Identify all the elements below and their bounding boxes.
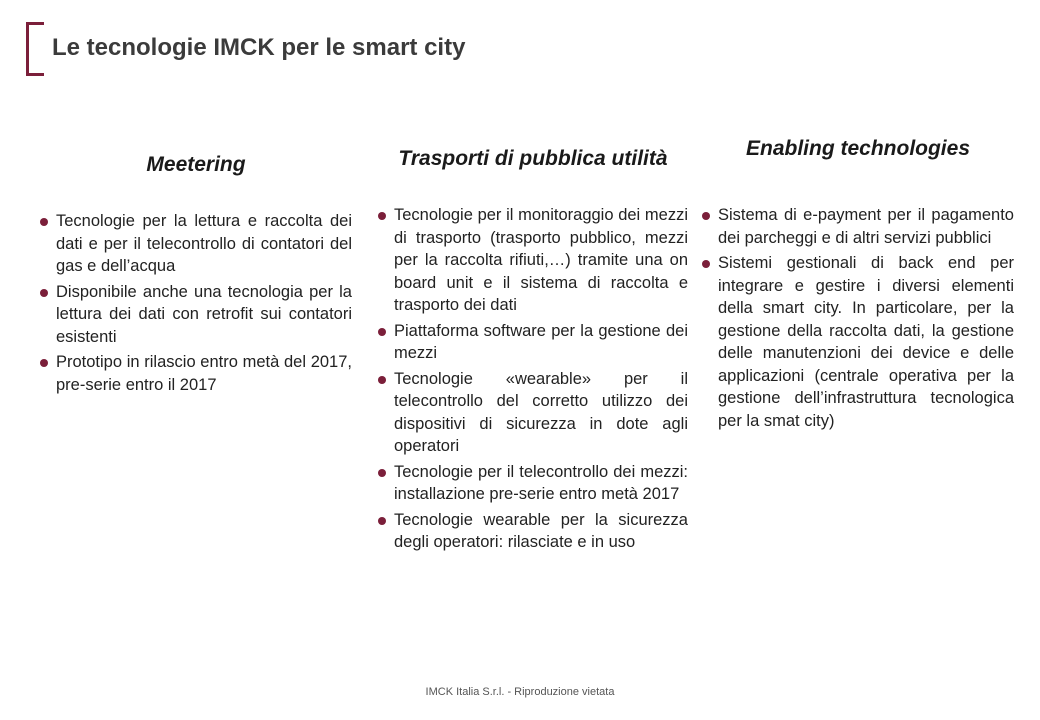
bullet-dot-icon	[702, 212, 710, 220]
bullet-list	[40, 210, 352, 396]
list-item-text: Tecnologie per la lettura e raccolta dei dati e per il telecontrollo di contatori del gas e dell’acqua	[56, 212, 352, 275]
column-heading: Trasporti di pubblica utilità	[398, 147, 668, 170]
bullet-dot-icon	[378, 376, 386, 384]
bullet-dot-icon	[40, 289, 48, 297]
title-bracket-decoration	[26, 22, 44, 76]
list-item	[40, 281, 352, 349]
bullet-list	[378, 204, 688, 554]
list-item-text: Disponibile anche una tecnologia per la lettura dei dati con retrofit sui contatori esistenti	[56, 282, 352, 346]
list-item	[378, 368, 688, 458]
list-item	[378, 509, 688, 554]
column-heading: Meetering	[146, 153, 246, 176]
list-item	[40, 351, 352, 396]
column-trasporti	[378, 130, 688, 557]
list-item	[702, 204, 1014, 249]
bullet-dot-icon	[378, 517, 386, 525]
list-item	[378, 461, 688, 506]
bullet-dot-icon	[378, 469, 386, 477]
bullet-dot-icon	[702, 260, 710, 268]
list-item-text: Sistema di e-payment per il pagamento dei parcheggi e di altri servizi pubblici	[718, 206, 1014, 247]
column-enabling-technologies	[702, 130, 1014, 435]
bullet-dot-icon	[378, 328, 386, 336]
column-heading: Enabling technologies	[745, 137, 971, 160]
list-item-text: Tecnologie «wearable» per il telecontrollo del corretto utilizzo dei dispositivi di sicurezza in dote agli operatori	[394, 369, 688, 455]
list-item-text: Tecnologie wearable per la sicurezza degli operatori: rilasciate e in uso	[394, 510, 688, 551]
bullet-dot-icon	[40, 359, 48, 367]
bullet-dot-icon	[378, 212, 386, 220]
list-item	[378, 204, 688, 317]
list-item	[378, 320, 688, 365]
list-item	[702, 252, 1014, 432]
bullet-dot-icon	[40, 218, 48, 226]
page-title: Le tecnologie IMCK per le smart city	[52, 34, 466, 61]
list-item	[40, 210, 352, 278]
list-item-text: Tecnologie per il monitoraggio dei mezzi di trasporto (trasporto pubblico, mezzi per la raccolta rifiuti,…) tramite una on board unit e il sistema di raccolta e trasporto dei dati	[394, 206, 688, 314]
list-item-text: Prototipo in rilascio entro metà del 2017, pre-serie entro il 2017	[56, 353, 352, 394]
list-item-text: Tecnologie per il telecontrollo dei mezzi: installazione pre-serie entro metà 2017	[394, 462, 688, 503]
list-item-text: Sistemi gestionali di back end per integrare e gestire i diversi elementi della smart city. In particolare, per la gestione della raccolta dati, la gestione delle manutenzioni dei device e delle applicazioni (centrale operativa per la gestione dell’infrastruttura tecnologica per la smat city)	[718, 254, 1014, 430]
column-meetering	[40, 130, 352, 399]
footer-copyright: IMCK Italia S.r.l. - Riproduzione vietata	[425, 686, 615, 698]
list-item-text: Piattaforma software per la gestione dei mezzi	[394, 321, 688, 362]
bullet-list	[702, 204, 1014, 432]
